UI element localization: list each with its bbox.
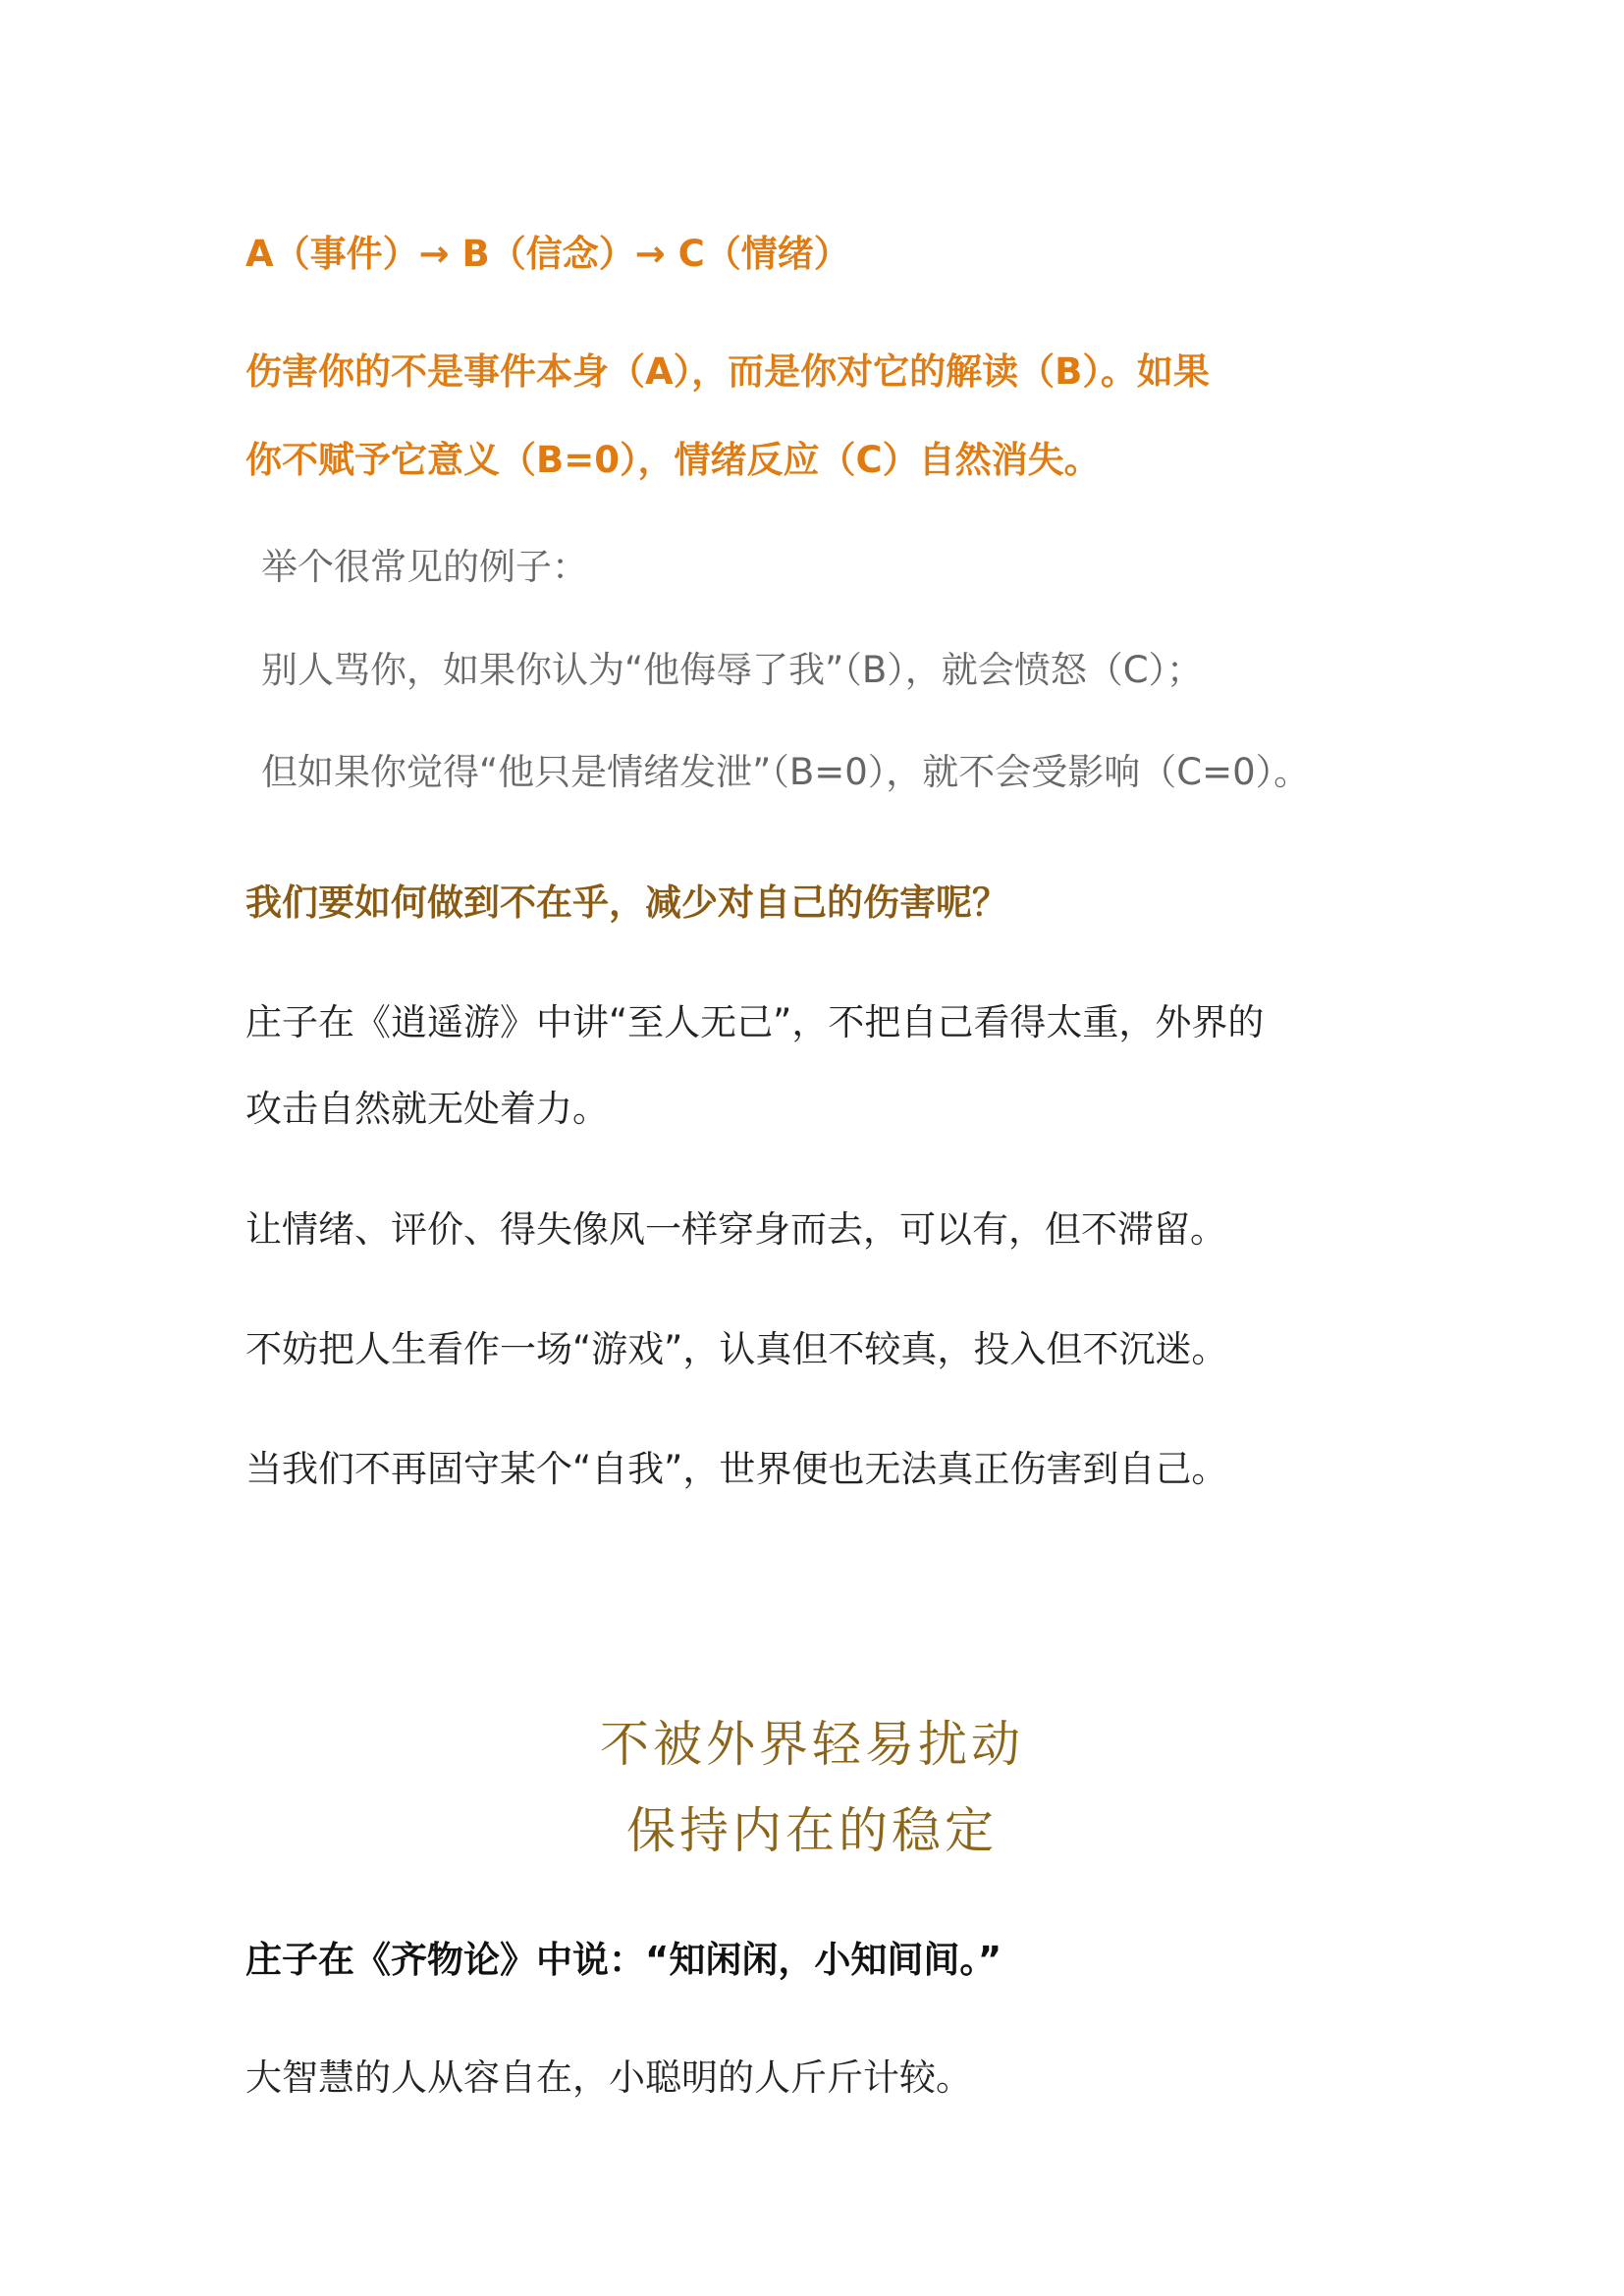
section-heading-line-2: 保持内在的稳定 [626, 1802, 998, 1859]
example-case-b: 别人骂你，如果你认为“他侮辱了我”（B），就会愤怒（C）； [261, 649, 1204, 691]
question-heading: 我们要如何做到不在乎，减少对自己的伤害呢？ [245, 881, 1008, 924]
paragraph-4: 当我们不再固守某个“自我”，世界便也无法真正伤害到自己。 [245, 1448, 1228, 1490]
key-point-line-2: 你不赋予它意义（B=0），情绪反应（C）自然消失。 [245, 439, 1101, 481]
explanation: 大智慧的人从容自在，小聪明的人斤斤计较。 [245, 2056, 972, 2099]
quote: 庄子在《齐物论》中说：“知闲闲，小知间间。” [245, 1939, 1002, 1981]
example-intro: 举个很常见的例子： [261, 546, 588, 588]
paragraph-1-line-2: 攻击自然就无处着力。 [245, 1088, 609, 1130]
paragraph-1-line-1: 庄子在《逍遥游》中讲“至人无己”，不把自己看得太重，外界的 [245, 1001, 1265, 1043]
abc-formula: A（事件）→ B（信念）→ C（情绪） [245, 233, 850, 275]
section-heading-line-1: 不被外界轻易扰动 [600, 1716, 1024, 1773]
key-point-line-1: 伤害你的不是事件本身（A），而是你对它的解读（B）。如果 [245, 350, 1210, 393]
paragraph-2: 让情绪、评价、得失像风一样穿身而去，可以有，但不滞留。 [245, 1208, 1226, 1251]
paragraph-3: 不妨把人生看作一场“游戏”，认真但不较真，投入但不沉迷。 [245, 1328, 1228, 1370]
example-case-b0: 但如果你觉得“他只是情绪发泄”（B=0），就不会受影响（C=0）。 [261, 751, 1311, 793]
